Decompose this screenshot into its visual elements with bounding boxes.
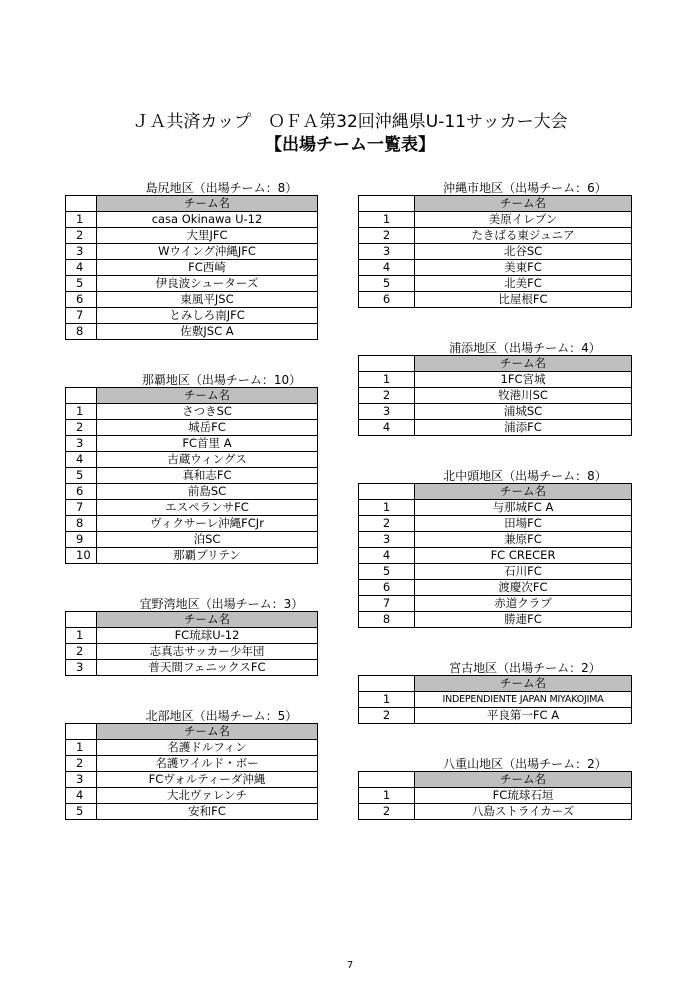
header-blank-cell — [66, 612, 97, 628]
table-row — [359, 596, 632, 612]
table-row — [359, 260, 632, 276]
team-number: 2 — [66, 756, 97, 772]
table-row — [66, 756, 318, 772]
team-number: 5 — [66, 468, 97, 484]
header-blank-cell — [359, 676, 415, 692]
team-number: 2 — [66, 644, 97, 660]
team-name: 北美FC — [415, 276, 632, 292]
region-title: 北中頭地区（出場チーム：8） — [443, 469, 607, 483]
region-title: 那覇地区（出場チーム：10） — [141, 373, 302, 387]
team-number: 4 — [359, 260, 415, 276]
team-number: 2 — [66, 420, 97, 436]
team-name: FC琉球石垣 — [415, 788, 632, 804]
team-name: さつきSC — [97, 404, 318, 420]
table-row — [66, 804, 318, 820]
team-number: 8 — [66, 516, 97, 532]
column-header-team-name: チーム名 — [415, 196, 632, 212]
team-name: 与那城FC A — [415, 500, 632, 516]
team-number: 2 — [359, 228, 415, 244]
column-header-team-name: チーム名 — [415, 356, 632, 372]
region-urasoe — [358, 341, 632, 436]
team-name: 志真志サッカー少年団 — [97, 644, 318, 660]
team-number: 5 — [66, 804, 97, 820]
region-ginowan — [65, 597, 318, 676]
table-row — [359, 500, 632, 516]
table-row — [66, 548, 318, 564]
region-title: 八重山地区（出場チーム：2） — [443, 757, 607, 771]
table-row — [359, 580, 632, 596]
table-row — [66, 740, 318, 756]
header-blank-cell — [359, 196, 415, 212]
region-title: 宮古地区（出場チーム：2） — [449, 661, 601, 675]
table-row — [359, 788, 632, 804]
header-blank-cell — [66, 388, 97, 404]
team-name: 大里JFC — [97, 228, 318, 244]
column-header-team-name: チーム名 — [97, 724, 318, 740]
header-blank-cell — [359, 356, 415, 372]
table-row — [359, 532, 632, 548]
team-name: 伊良波シューターズ — [97, 276, 318, 292]
team-name: 兼原FC — [415, 532, 632, 548]
team-name: 東風平JSC — [97, 292, 318, 308]
table-row — [66, 420, 318, 436]
table-row — [66, 772, 318, 788]
column-header-team-name: チーム名 — [415, 484, 632, 500]
team-number: 3 — [359, 244, 415, 260]
team-number: 5 — [66, 276, 97, 292]
team-table — [358, 675, 632, 724]
page-title: ＪＡ共済カップ ＯＦＡ第32回沖縄県U-11サッカー大会 — [132, 112, 568, 132]
region-title: 北部地区（出場チーム：5） — [145, 709, 298, 723]
team-number: 6 — [66, 484, 97, 500]
header-blank-cell — [359, 772, 415, 788]
team-name: 八島ストライカーズ — [415, 804, 632, 820]
table-row — [359, 388, 632, 404]
team-name: 前島SC — [97, 484, 318, 500]
team-name: 安和FC — [97, 804, 318, 820]
team-number: 3 — [359, 532, 415, 548]
team-name: FC CRECER — [415, 548, 632, 564]
team-number: 1 — [359, 212, 415, 228]
table-row — [66, 660, 318, 676]
table-row — [359, 708, 632, 724]
region-hokubu — [65, 709, 318, 820]
table-row — [66, 308, 318, 324]
team-name: Wウイング沖縄JFC — [97, 244, 318, 260]
region-naha — [65, 373, 318, 564]
region-title: 宜野湾地区（出場チーム：3） — [139, 597, 304, 611]
team-number: 9 — [66, 532, 97, 548]
team-number: 1 — [66, 404, 97, 420]
team-table — [358, 355, 632, 436]
team-table — [65, 195, 318, 340]
team-name: 美東FC — [415, 260, 632, 276]
table-row — [66, 404, 318, 420]
team-name: FCヴォルティーダ沖縄 — [97, 772, 318, 788]
team-number: 1 — [66, 740, 97, 756]
team-number: 2 — [359, 388, 415, 404]
team-name: 赤道クラブ — [415, 596, 632, 612]
team-number: 1 — [359, 692, 415, 708]
team-name: 田場FC — [415, 516, 632, 532]
team-number: 4 — [66, 260, 97, 276]
team-name: 平良第一FC A — [415, 708, 632, 724]
region-title: 浦添地区（出場チーム：4） — [449, 341, 601, 355]
team-name: FC首里 A — [97, 436, 318, 452]
team-number: 1 — [359, 500, 415, 516]
table-header-row — [359, 676, 632, 692]
team-name: 真和志FC — [97, 468, 318, 484]
table-row — [66, 276, 318, 292]
team-number: 2 — [359, 804, 415, 820]
table-row — [66, 468, 318, 484]
table-row — [66, 436, 318, 452]
team-number: 6 — [66, 292, 97, 308]
table-row — [66, 452, 318, 468]
team-name: 浦城SC — [415, 404, 632, 420]
team-name: 渡慶次FC — [415, 580, 632, 596]
team-number: 3 — [359, 404, 415, 420]
team-number: 4 — [359, 420, 415, 436]
team-name: FC西崎 — [97, 260, 318, 276]
table-row — [66, 228, 318, 244]
region-kitanakagami — [358, 469, 632, 628]
region-shimajiri — [65, 181, 318, 340]
team-number: 1 — [66, 212, 97, 228]
table-row — [359, 548, 632, 564]
table-header-row — [66, 388, 318, 404]
team-name: 1FC宮城 — [415, 372, 632, 388]
team-name: 普天間フェニックスFC — [97, 660, 318, 676]
team-number: 5 — [359, 276, 415, 292]
team-number: 3 — [66, 244, 97, 260]
table-row — [359, 276, 632, 292]
team-number: 1 — [359, 788, 415, 804]
table-row — [66, 628, 318, 644]
team-number: 2 — [66, 228, 97, 244]
table-row — [66, 644, 318, 660]
team-table — [358, 771, 632, 820]
team-name: 那覇ブリテン — [97, 548, 318, 564]
team-name: 城岳FC — [97, 420, 318, 436]
column-header-team-name: チーム名 — [97, 196, 318, 212]
table-row — [66, 788, 318, 804]
table-row — [359, 420, 632, 436]
header-blank-cell — [359, 484, 415, 500]
team-table — [358, 483, 632, 628]
team-number: 10 — [66, 548, 97, 564]
team-number: 4 — [66, 452, 97, 468]
team-number: 3 — [66, 772, 97, 788]
team-number: 4 — [66, 788, 97, 804]
table-row — [66, 532, 318, 548]
table-row — [359, 404, 632, 420]
table-row — [359, 516, 632, 532]
team-name: 泊SC — [97, 532, 318, 548]
team-number: 3 — [66, 660, 97, 676]
table-row — [359, 212, 632, 228]
table-row — [66, 500, 318, 516]
table-header-row — [359, 484, 632, 500]
page-subtitle: 【出場チーム一覧表】 — [265, 135, 435, 155]
team-number: 1 — [66, 628, 97, 644]
region-yaeyama — [358, 757, 632, 820]
team-name: FC琉球U-12 — [97, 628, 318, 644]
team-number: 4 — [359, 548, 415, 564]
team-table — [65, 611, 318, 676]
team-name: 北谷SC — [415, 244, 632, 260]
team-name: INDEPENDIENTE JAPAN MIYAKOJIMA — [415, 692, 632, 708]
team-number: 1 — [359, 372, 415, 388]
table-row — [66, 244, 318, 260]
team-number: 8 — [66, 324, 97, 340]
table-header-row — [66, 196, 318, 212]
table-header-row — [66, 612, 318, 628]
team-name: 古蔵ウィングス — [97, 452, 318, 468]
team-name: 石川FC — [415, 564, 632, 580]
team-name: 佐敷JSC A — [97, 324, 318, 340]
team-name: とみしろ南JFC — [97, 308, 318, 324]
team-table — [358, 195, 632, 308]
table-row — [359, 612, 632, 628]
team-number: 7 — [66, 500, 97, 516]
region-okinawa-city — [358, 181, 632, 308]
column-header-team-name: チーム名 — [97, 388, 318, 404]
table-row — [66, 212, 318, 228]
team-name: 名護ドルフィン — [97, 740, 318, 756]
team-number: 2 — [359, 708, 415, 724]
table-row — [359, 292, 632, 308]
team-table — [65, 723, 318, 820]
table-row — [359, 228, 632, 244]
table-header-row — [359, 772, 632, 788]
column-header-team-name: チーム名 — [97, 612, 318, 628]
team-name: 美原イレブン — [415, 212, 632, 228]
team-name: 大北ヴァレンチ — [97, 788, 318, 804]
table-row — [359, 804, 632, 820]
team-number: 2 — [359, 516, 415, 532]
team-name: 浦添FC — [415, 420, 632, 436]
table-row — [359, 372, 632, 388]
table-row — [66, 260, 318, 276]
table-header-row — [359, 196, 632, 212]
team-name: casa Okinawa U-12 — [97, 212, 318, 228]
table-row — [66, 516, 318, 532]
team-number: 5 — [359, 564, 415, 580]
team-name: エスペランサFC — [97, 500, 318, 516]
column-header-team-name: チーム名 — [415, 676, 632, 692]
team-number: 3 — [66, 436, 97, 452]
table-row — [359, 244, 632, 260]
team-name: 比屋根FC — [415, 292, 632, 308]
table-row — [66, 292, 318, 308]
team-name: 名護ワイルド・ボー — [97, 756, 318, 772]
team-name: たきばる東ジュニア — [415, 228, 632, 244]
team-number: 6 — [359, 580, 415, 596]
team-name: 牧港川SC — [415, 388, 632, 404]
team-name: ヴィクサーレ沖縄FCJr — [97, 516, 318, 532]
header-blank-cell — [66, 196, 97, 212]
team-table — [65, 387, 318, 564]
team-number: 8 — [359, 612, 415, 628]
column-header-team-name: チーム名 — [415, 772, 632, 788]
region-title: 沖縄市地区（出場チーム：6） — [443, 181, 607, 195]
header-blank-cell — [66, 724, 97, 740]
table-row — [66, 484, 318, 500]
page-number: 7 — [346, 960, 354, 971]
table-header-row — [359, 356, 632, 372]
table-row — [359, 692, 632, 708]
table-row — [66, 324, 318, 340]
table-header-row — [66, 724, 318, 740]
region-title: 島尻地区（出場チーム：8） — [145, 181, 298, 195]
table-row — [359, 564, 632, 580]
team-name: 勝連FC — [415, 612, 632, 628]
region-miyako — [358, 661, 632, 724]
team-number: 7 — [66, 308, 97, 324]
team-number: 6 — [359, 292, 415, 308]
team-number: 7 — [359, 596, 415, 612]
